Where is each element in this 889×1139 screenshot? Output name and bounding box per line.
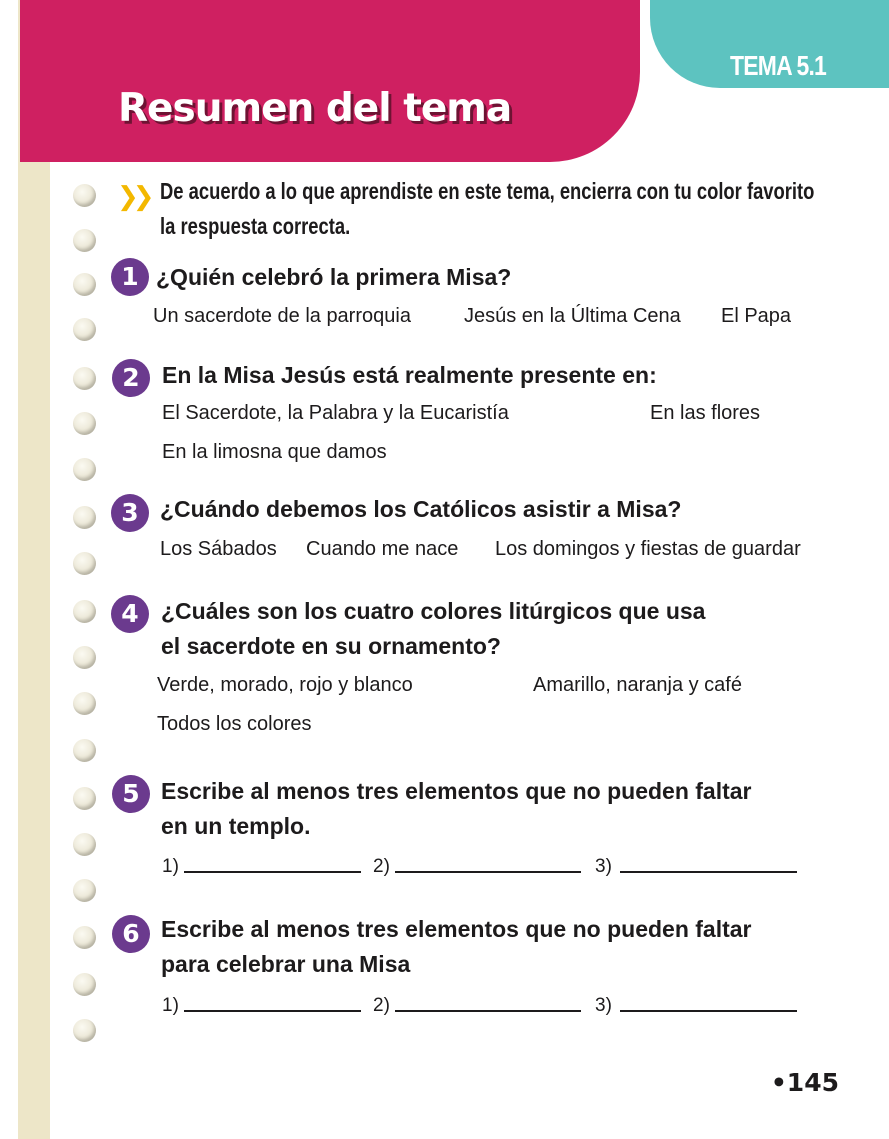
q3-option-2[interactable]: Cuando me nace [306, 538, 459, 560]
notebook-hole-icon [73, 646, 96, 669]
q5-blank-label-1: 1) [162, 856, 179, 877]
q6-answer-line-1[interactable] [184, 1010, 361, 1012]
notebook-hole-icon [73, 229, 96, 252]
header-banner [20, 0, 640, 162]
question-2-text: En la Misa Jesús está realmente presente en: [162, 362, 657, 388]
notebook-hole-icon [73, 879, 96, 902]
notebook-hole-icon [73, 184, 96, 207]
instruction-line-1: De acuerdo a lo que aprendiste en este tema, encierra con tu color favorito [160, 178, 815, 204]
q2-option-3[interactable]: En la limosna que damos [162, 441, 387, 463]
question-5-text-line-2: en un templo. [161, 813, 311, 839]
notebook-hole-icon [73, 458, 96, 481]
notebook-hole-icon [73, 739, 96, 762]
notebook-hole-icon [73, 833, 96, 856]
instruction-line-2: la respuesta correcta. [160, 213, 351, 239]
q1-option-3[interactable]: El Papa [721, 305, 792, 327]
question-4-text-line-1: ¿Cuáles son los cuatro colores litúrgicos que usa [161, 598, 706, 624]
notebook-hole-icon [73, 412, 96, 435]
q6-blank-label-1: 1) [162, 995, 179, 1016]
notebook-hole-icon [73, 318, 96, 341]
question-number-4: 4 [111, 595, 149, 633]
q6-blank-label-2: 2) [373, 995, 390, 1016]
notebook-hole-icon [73, 926, 96, 949]
question-1-text: ¿Quién celebró la primera Misa? [156, 264, 512, 290]
tema-label: TEMA 5.1 [730, 50, 826, 81]
q3-option-3[interactable]: Los domingos y fiestas de guardar [495, 538, 801, 560]
question-number-3: 3 [111, 494, 149, 532]
question-6-text-line-2: para celebrar una Misa [161, 951, 411, 977]
q4-option-3[interactable]: Todos los colores [157, 713, 312, 735]
q5-blank-label-3: 3) [595, 856, 612, 877]
q1-option-1[interactable]: Un sacerdote de la parroquia [153, 305, 411, 327]
q4-option-1[interactable]: Verde, morado, rojo y blanco [157, 674, 413, 696]
q2-option-2[interactable]: En las flores [650, 402, 761, 424]
notebook-hole-icon [73, 692, 96, 715]
question-4-text-line-2: el sacerdote en su ornamento? [161, 633, 501, 659]
q1-option-2[interactable]: Jesús en la Última Cena [464, 305, 681, 327]
q5-answer-line-2[interactable] [395, 871, 581, 873]
q5-answer-line-1[interactable] [184, 871, 361, 873]
q5-answer-line-3[interactable] [620, 871, 797, 873]
q6-blank-label-3: 3) [595, 995, 612, 1016]
notebook-hole-icon [73, 787, 96, 810]
q4-option-2[interactable]: Amarillo, naranja y café [533, 674, 742, 696]
notebook-hole-icon [73, 506, 96, 529]
q6-answer-line-3[interactable] [620, 1010, 797, 1012]
q3-option-1[interactable]: Los Sábados [160, 538, 277, 560]
question-number-5: 5 [112, 775, 150, 813]
tema-tab [650, 0, 889, 88]
question-number-1: 1 [111, 258, 149, 296]
question-5-text-line-1: Escribe al menos tres elementos que no pueden faltar [161, 778, 752, 804]
notebook-hole-icon [73, 367, 96, 390]
notebook-hole-icon [73, 600, 96, 623]
page-title: Resumen del tema [118, 86, 512, 131]
q2-option-1[interactable]: El Sacerdote, la Palabra y la Eucaristía [162, 402, 509, 424]
notebook-hole-icon [73, 973, 96, 996]
notebook-hole-icon [73, 552, 96, 575]
question-number-2: 2 [112, 359, 150, 397]
notebook-hole-icon [73, 1019, 96, 1042]
notebook-hole-icon [73, 273, 96, 296]
q5-blank-label-2: 2) [373, 856, 390, 877]
page-number: •145 [770, 1068, 839, 1097]
q6-answer-line-2[interactable] [395, 1010, 581, 1012]
question-number-6: 6 [112, 915, 150, 953]
question-6-text-line-1: Escribe al menos tres elementos que no pueden faltar [161, 916, 752, 942]
question-3-text: ¿Cuándo debemos los Católicos asistir a Misa? [160, 496, 682, 522]
double-chevron-right-icon: ❯❯ [117, 182, 149, 212]
notebook-margin-strip [18, 0, 50, 1139]
